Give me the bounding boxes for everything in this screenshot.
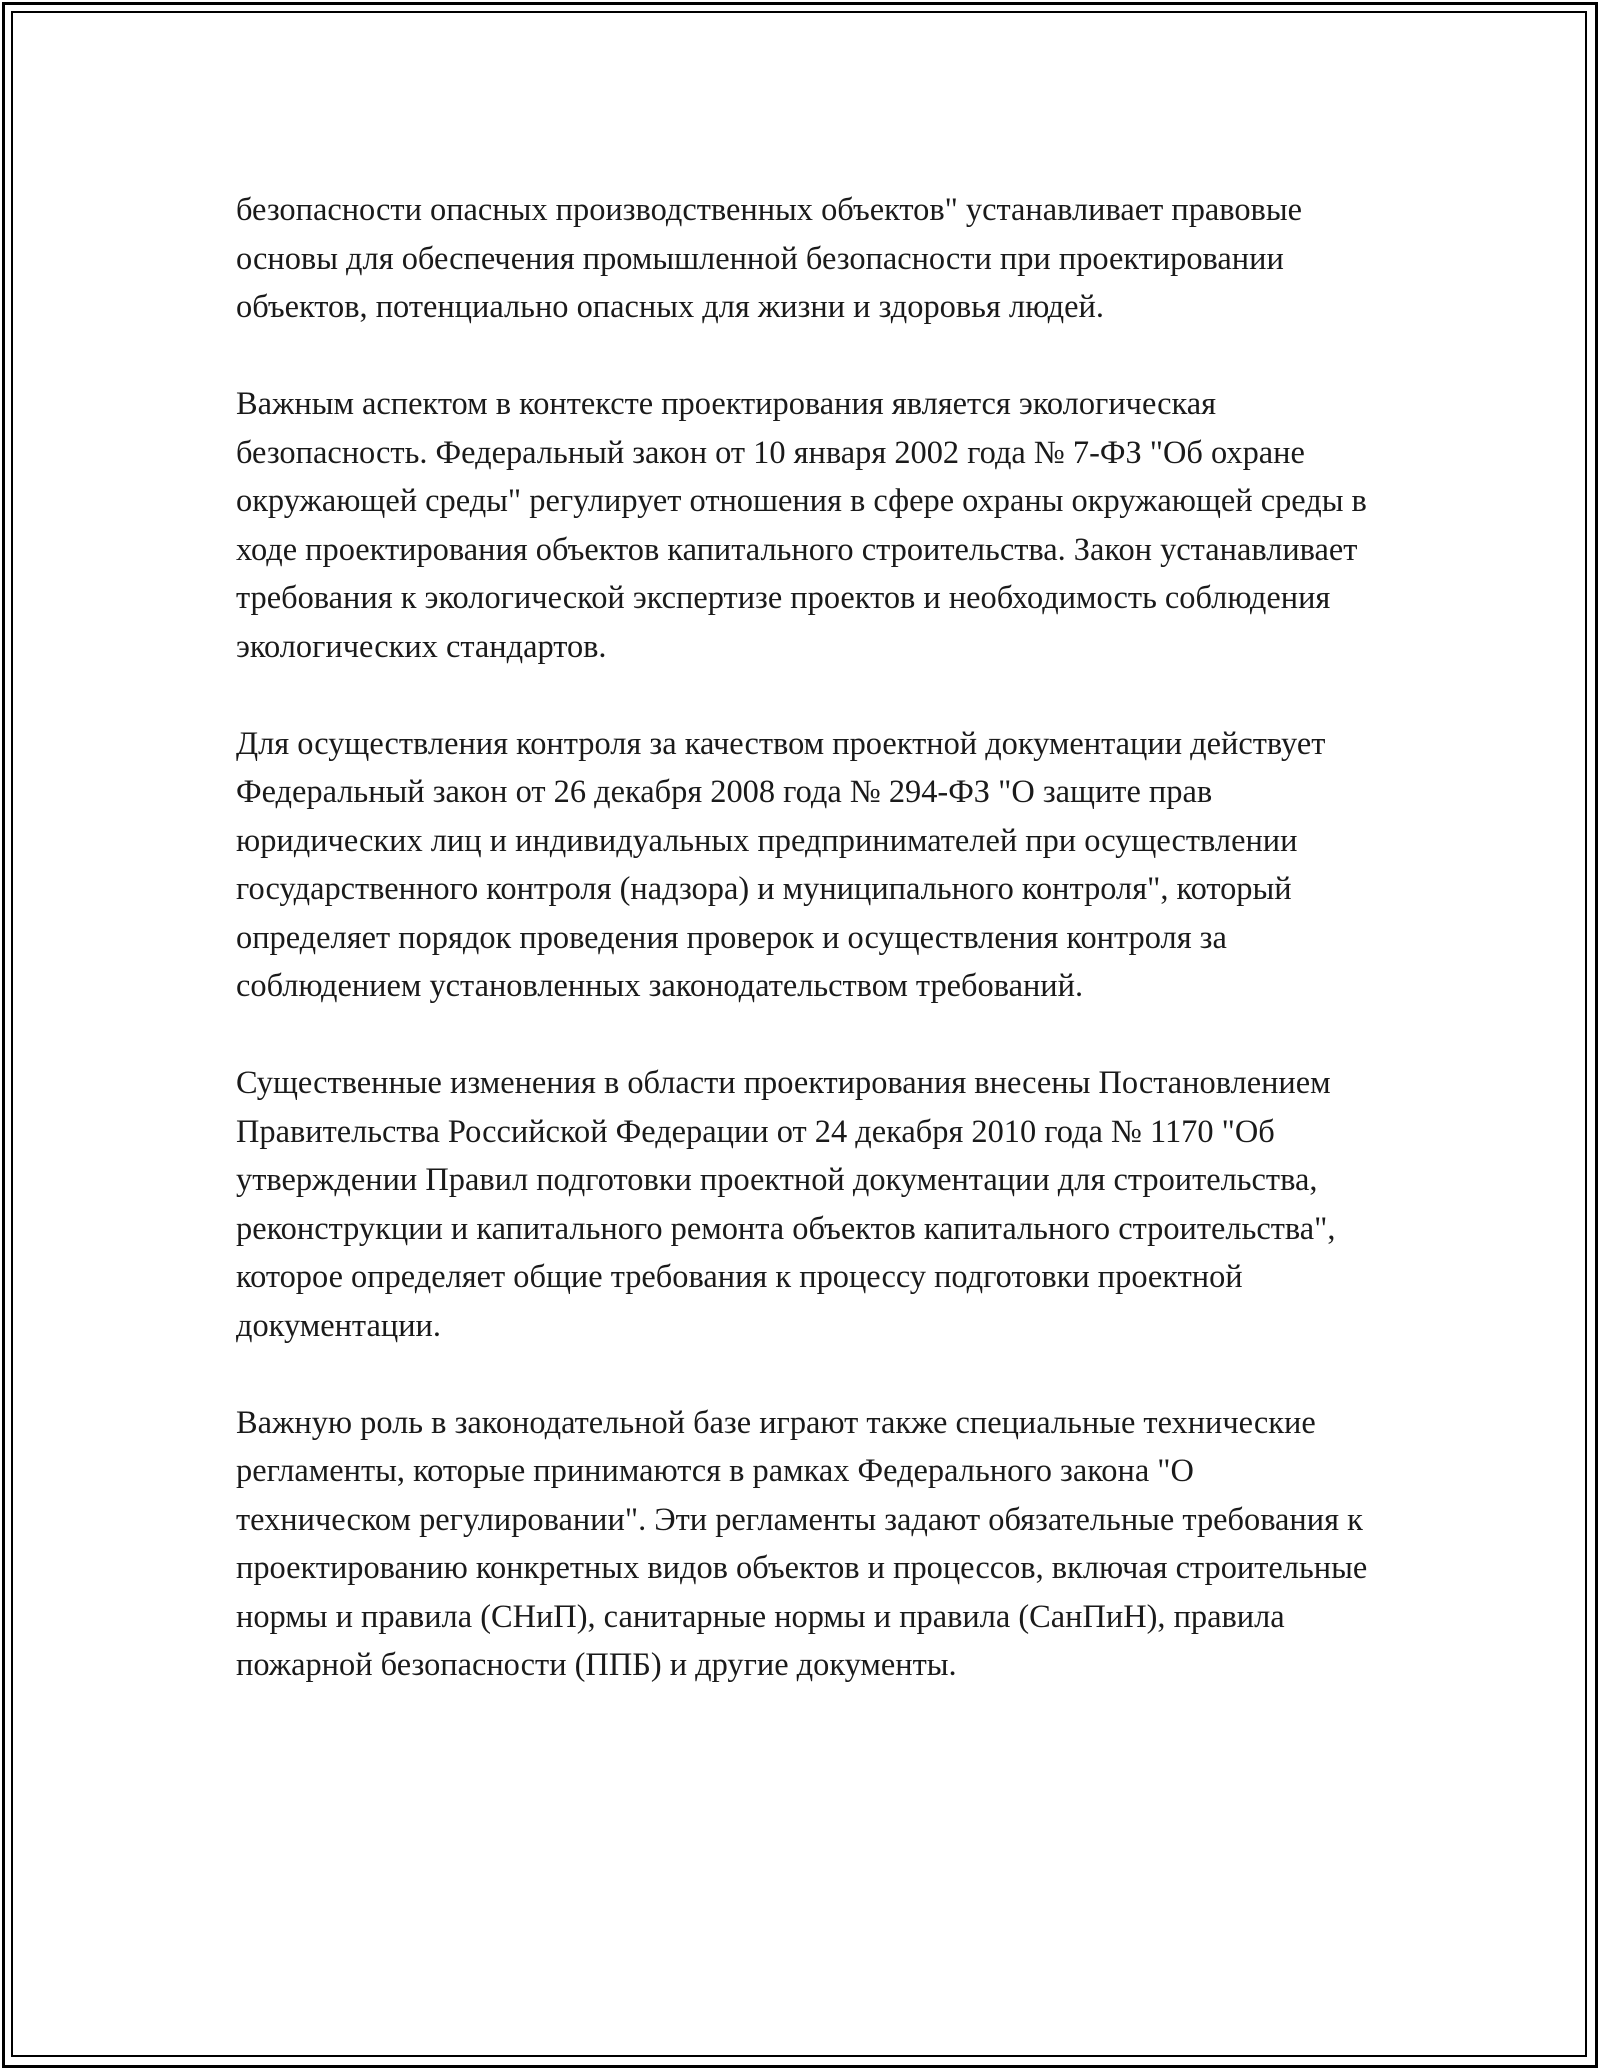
paragraph-government-resolution: Существенные изменения в области проектирования внесены Постановлением Правительства Российской Федерации от 24 декабря 2010 года № 1170 "Об утверждении Правил подготовки проектной документации для строительства, реконструкции и капитального ремонта объектов капитального строительства", которое определяет общие требования к процессу подготовки проектной документации.	[236, 1065, 1336, 1344]
paragraph-quality-control: Для осуществления контроля за качеством проектной документации действует Федеральный закон от 26 декабря 2008 года № 294-ФЗ "О защите прав юридических лиц и индивидуальных предпринимателей при осуществлении государственного контроля (надзора) и муниципального контроля", который определяет порядок проведения проверок и осуществления контроля за соблюдением установленных законодательством требований.	[236, 725, 1326, 1004]
document-body	[236, 186, 1376, 1690]
paragraph-technical-regulations: Важную роль в законодательной базе играют также специальные технические регламенты, которые принимаются в рамках Федерального закона "О техническом регулировании". Эти регламенты задают обязательные требования к проектированию конкретных видов объектов и процессов, включая строительные нормы и правила (СНиП), санитарные нормы и правила (СанПиН), правила пожарной безопасности (ППБ) и другие документы.	[236, 1404, 1368, 1683]
paragraph-industrial-safety: безопасности опасных производственных объектов" устанавливает правовые основы для обеспечения промышленной безопасности при проектировании объектов, потенциально опасных для жизни и здоровья людей.	[236, 192, 1302, 325]
paragraph-environmental-safety: Важным аспектом в контексте проектирования является экологическая безопасность. Федеральный закон от 10 января 2002 года № 7-ФЗ "Об охране окружающей среды" регулирует отношения в сфере охраны окружающей среды в ходе проектирования объектов капитального строительства. Закон устанавливает требования к экологической экспертизе проектов и необходимость соблюдения экологических стандартов.	[236, 386, 1367, 665]
